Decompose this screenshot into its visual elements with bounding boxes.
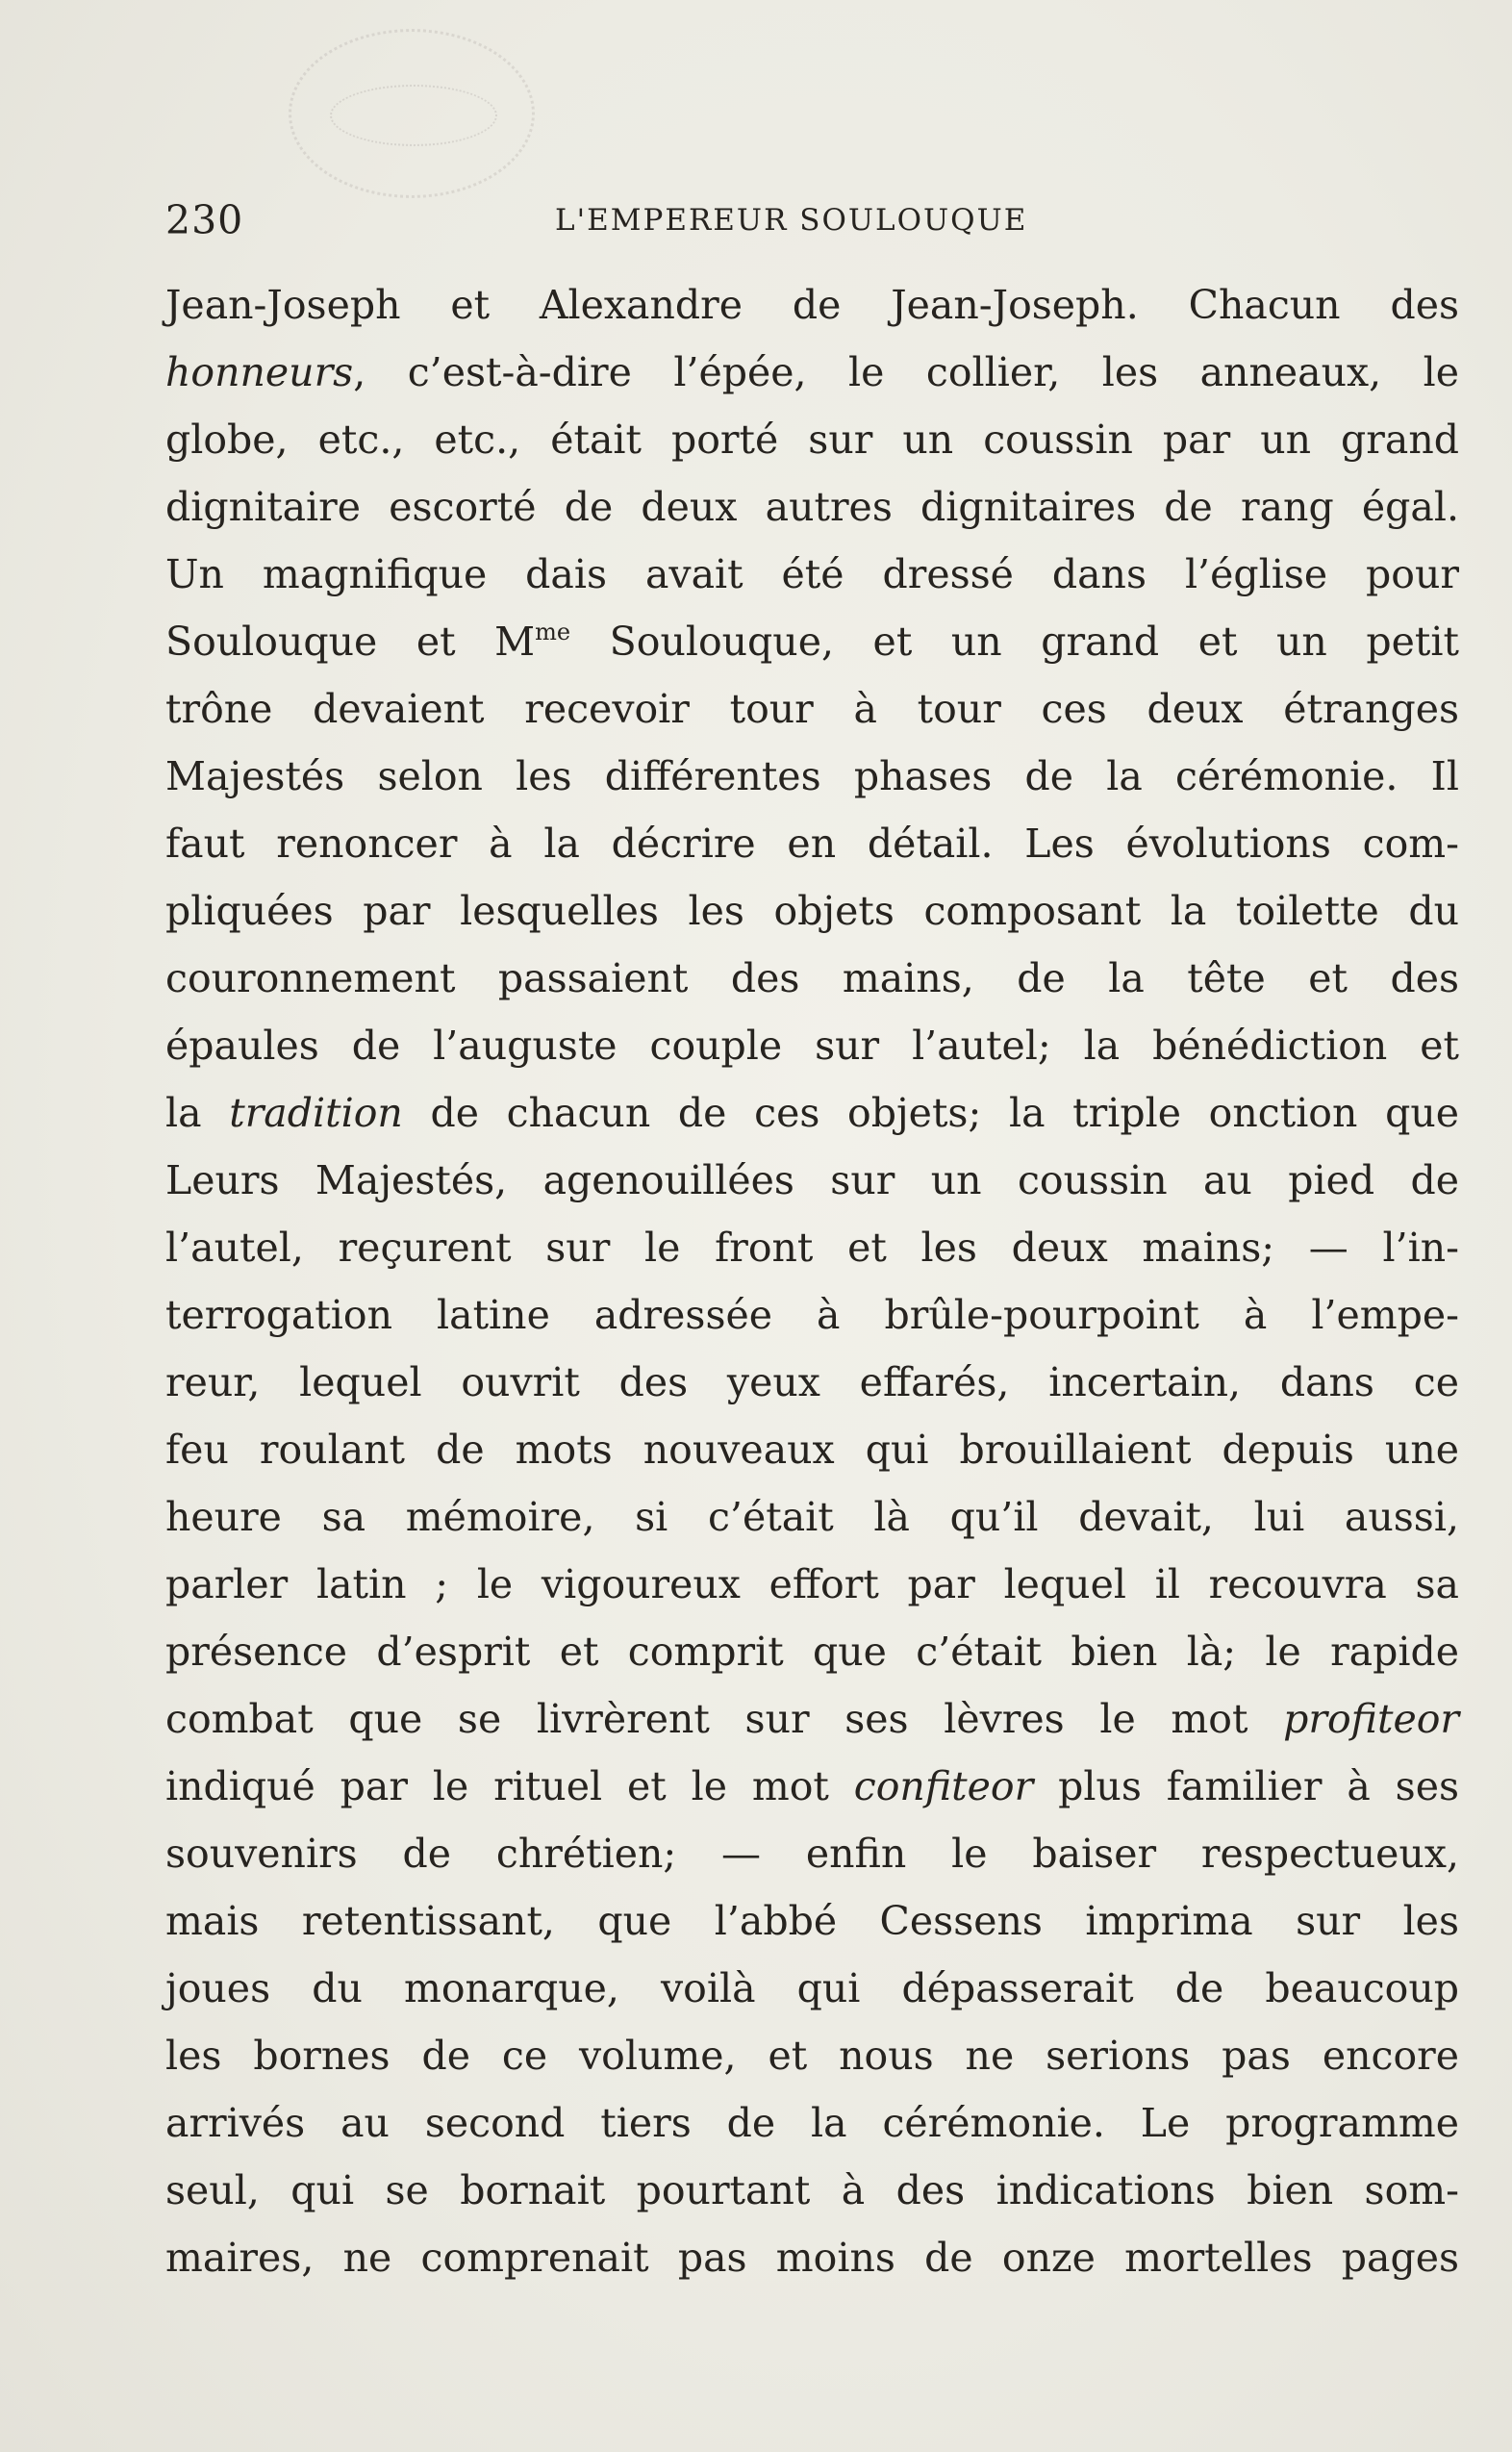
text-segment: Soulouque, et un grand et un petit xyxy=(570,619,1459,665)
text-segment: trône devaient recevoir tour à tour ces deux étranges xyxy=(165,686,1459,732)
text-line xyxy=(165,2157,1459,2224)
italic-word: confiteor xyxy=(853,1763,1034,1809)
text-segment: parler latin ; le vigoureux effort par lequel il recouvra sa xyxy=(165,1561,1459,1607)
library-stamp-inner xyxy=(330,85,497,146)
library-stamp xyxy=(289,29,535,198)
text-line xyxy=(165,1281,1459,1349)
text-line xyxy=(165,2224,1459,2291)
body-text xyxy=(165,271,1459,2291)
italic-word: tradition xyxy=(229,1090,403,1136)
text-line xyxy=(165,608,1459,675)
text-segment: combat que se livrèrent sur ses lèvres le mot xyxy=(165,1696,1284,1742)
text-line xyxy=(165,1012,1459,1079)
text-line xyxy=(165,877,1459,945)
italic-word: honneurs xyxy=(165,349,354,395)
text-segment: plus familier à ses xyxy=(1033,1763,1460,1809)
text-line xyxy=(165,1551,1459,1618)
text-line xyxy=(165,541,1459,608)
text-line xyxy=(165,1820,1459,1887)
text-line xyxy=(165,1887,1459,1955)
text-line xyxy=(165,271,1459,339)
text-segment: dignitaire escorté de deux autres dignitaires de rang égal. xyxy=(165,484,1459,530)
text-line xyxy=(165,1147,1459,1214)
text-segment: arrivés au second tiers de la cérémonie. Le programme xyxy=(165,2100,1459,2146)
text-line xyxy=(165,810,1459,877)
text-line xyxy=(165,1483,1459,1551)
text-segment: de chacun de ces objets; la triple onction que xyxy=(402,1090,1459,1136)
text-segment: joues du monarque, voilà qui dépasserait de beaucoup xyxy=(165,1965,1459,2011)
page-number: 230 xyxy=(165,197,244,243)
text-segment: présence d’esprit et comprit que c’était bien là; le rapide xyxy=(165,1629,1459,1675)
text-segment: faut renoncer à la décrire en détail. Les évolutions com- xyxy=(165,821,1459,867)
text-segment: Jean-Joseph et Alexandre de Jean-Joseph. Chacun des xyxy=(165,282,1459,328)
text-segment: la xyxy=(165,1090,230,1136)
text-line xyxy=(165,339,1459,406)
text-line xyxy=(165,2089,1459,2157)
text-segment: maires, ne comprenait pas moins de onze mortelles pages xyxy=(165,2235,1459,2281)
text-segment: mais retentissant, que l’abbé Cessens imprima sur les xyxy=(165,1898,1459,1944)
text-line xyxy=(165,1349,1459,1416)
text-line xyxy=(165,1753,1459,1820)
text-segment: les bornes de ce volume, et nous ne serions pas encore xyxy=(165,2033,1459,2079)
text-segment: souvenirs de chrétien; — enfin le baiser respectueux, xyxy=(165,1831,1459,1877)
text-line xyxy=(165,1685,1459,1753)
text-line xyxy=(165,1618,1459,1685)
text-line xyxy=(165,1079,1459,1147)
text-line xyxy=(165,945,1459,1012)
superscript: me xyxy=(535,619,571,645)
text-line xyxy=(165,1214,1459,1281)
running-title: L'EMPEREUR SOULOUQUE xyxy=(555,203,1028,238)
text-line xyxy=(165,675,1459,743)
text-line xyxy=(165,743,1459,810)
text-segment: Leurs Majestés, agenouillées sur un coussin au pied de xyxy=(165,1157,1459,1203)
text-segment: feu roulant de mots nouveaux qui brouillaient depuis une xyxy=(165,1427,1459,1473)
text-segment: couronnement passaient des mains, de la tête et des xyxy=(165,955,1459,1001)
text-segment: Majestés selon les différentes phases de la cérémonie. Il xyxy=(165,753,1459,799)
text-segment: épaules de l’auguste couple sur l’autel; la bénédiction et xyxy=(165,1023,1459,1069)
text-segment: heure sa mémoire, si c’était là qu’il devait, lui aussi, xyxy=(165,1494,1459,1540)
text-segment: l’autel, reçurent sur le front et les deux mains; — l’in- xyxy=(165,1225,1459,1271)
text-line xyxy=(165,2022,1459,2089)
text-line xyxy=(165,473,1459,541)
italic-word: profiteor xyxy=(1283,1696,1459,1742)
text-line xyxy=(165,1416,1459,1483)
text-segment: , c’est-à-dire l’épée, le collier, les anneaux, le xyxy=(353,349,1459,395)
text-segment: globe, etc., etc., était porté sur un coussin par un grand xyxy=(165,417,1459,463)
text-segment: seul, qui se bornait pourtant à des indications bien som- xyxy=(165,2167,1459,2213)
text-segment: Soulouque et M xyxy=(165,619,536,665)
text-segment: Un magnifique dais avait été dressé dans l’église pour xyxy=(165,551,1459,597)
text-segment: terrogation latine adressée à brûle-pourpoint à l’empe- xyxy=(165,1292,1459,1338)
text-line xyxy=(165,1955,1459,2022)
text-segment: indiqué par le rituel et le mot xyxy=(165,1763,854,1809)
text-line xyxy=(165,406,1459,473)
text-segment: pliquées par lesquelles les objets composant la toilette du xyxy=(165,888,1459,934)
page-header xyxy=(165,197,1435,255)
text-segment: reur, lequel ouvrit des yeux effarés, incertain, dans ce xyxy=(165,1359,1459,1405)
